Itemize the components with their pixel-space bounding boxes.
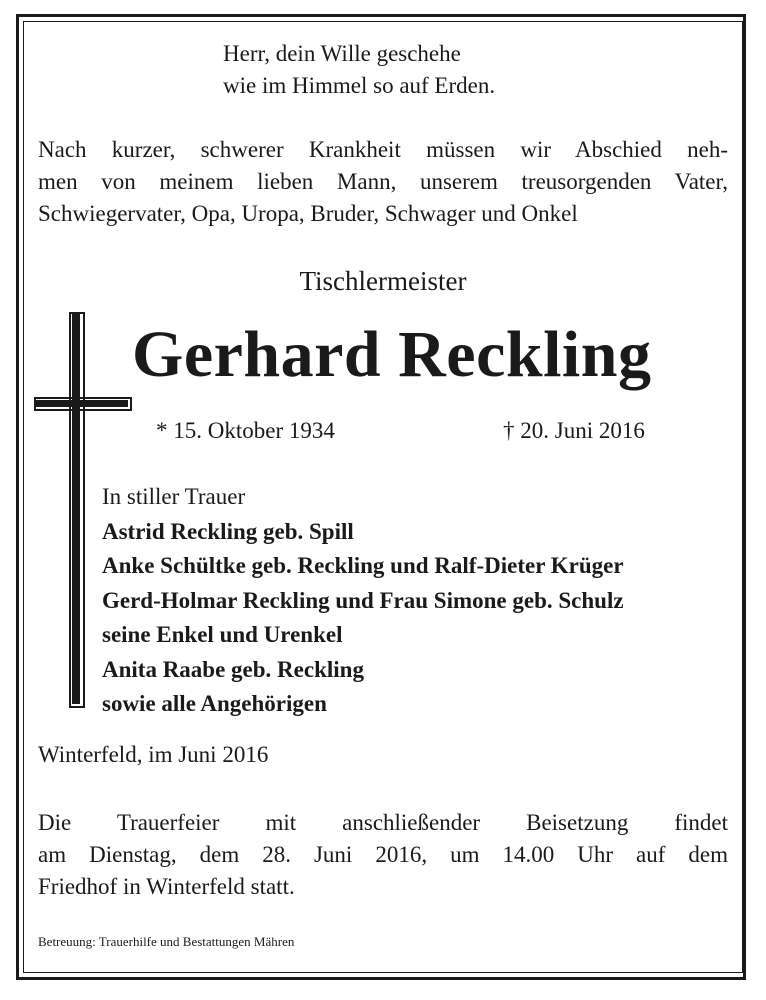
funeral-line-1: Die Trauerfeier mit anschließender Beisetzung findet [38,810,728,835]
intro-line-3: Schwiegervater, Opa, Uropa, Bruder, Schwager und Onkel [38,201,578,226]
birth-date: * 15. Oktober 1934 [156,418,335,443]
undertaker-credit: Betreuung: Trauerhilfe und Bestattungen Mähren [38,934,295,949]
deceased-name: Gerhard Reckling [132,318,652,391]
intro-line-1: Nach kurzer, schwerer Krankheit müssen wir Abschied neh- [38,137,728,162]
motto-line-2: wie im Himmel so auf Erden. [223,73,496,98]
mourner-name: Anita Raabe geb. Reckling [102,656,364,682]
mourner-name: Astrid Reckling geb. Spill [102,518,354,544]
intro-text [38,134,728,230]
mourner-name: sowie alle Angehörigen [102,691,327,716]
mourner-name: seine Enkel und Urenkel [102,622,343,647]
place-and-date: Winterfeld, im Juni 2016 [38,742,269,767]
intro-line-2: men von meinem lieben Mann, unserem treusorgenden Vater, [38,169,728,194]
mourners-block [102,480,624,722]
mourner-name: Gerd-Holmar Reckling und Frau Simone geb. Schulz [102,587,624,613]
mourner-name: Anke Schültke geb. Reckling und Ralf-Dieter Krüger [102,553,624,578]
funeral-line-3: Friedhof in Winterfeld statt. [38,874,295,899]
motto-line-1: Herr, dein Wille geschehe [223,41,461,66]
deceased-title: Tischlermeister [299,266,467,296]
mourners-heading: In stiller Trauer [102,484,246,509]
funeral-notice [38,807,728,903]
death-date: † 20. Juni 2016 [503,418,645,443]
funeral-line-2: am Dienstag, dem 28. Juni 2016, um 14.00 Uhr auf dem [38,842,728,867]
